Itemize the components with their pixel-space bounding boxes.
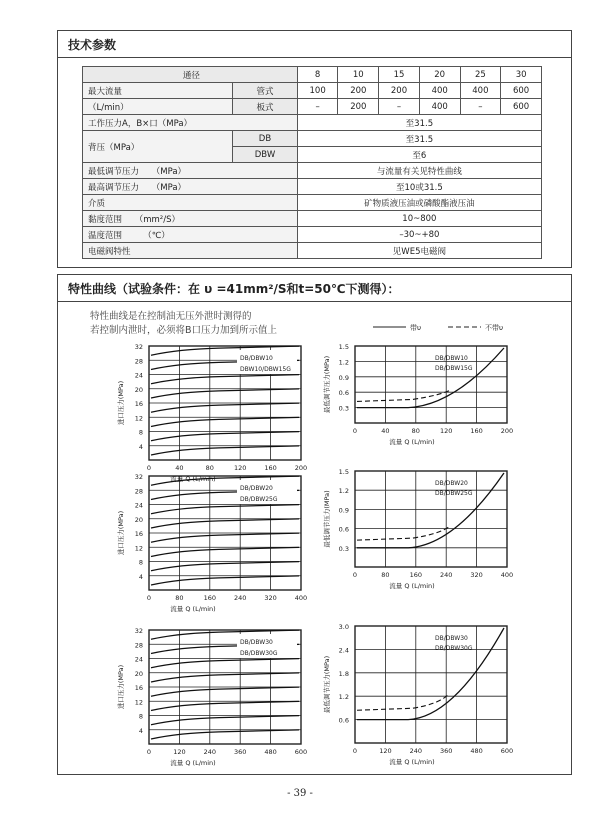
- pressure-curve: [151, 730, 299, 739]
- series-label-b: DB/DBW15G: [435, 365, 473, 372]
- max-pressure-value: 至10或31.5: [297, 179, 541, 195]
- y-tick-label: 24: [134, 371, 143, 380]
- db-label: DB: [233, 131, 298, 147]
- x-tick-label: 0: [352, 427, 358, 435]
- medium-label: 介质: [83, 195, 298, 211]
- pressure-curve: [151, 417, 299, 426]
- x-tick-label: 320: [264, 594, 277, 602]
- x-tick-label: 80: [411, 427, 420, 435]
- pressure-curve: [151, 446, 299, 455]
- y-tick-label: 4: [138, 442, 143, 451]
- x-tick-label: 160: [470, 427, 483, 435]
- series-label-a: DB/DBW20: [240, 485, 273, 492]
- x-tick-label: 80: [205, 464, 214, 472]
- y-tick-label: 0.6: [338, 389, 349, 398]
- curves-title: 特性曲线（试验条件：在 υ =41mm²/S和t=50℃下测得）：: [68, 281, 400, 296]
- table-cell: 200: [338, 99, 379, 115]
- y-tick-label: 20: [134, 515, 143, 524]
- note-line-2: 若控制内泄时，必须将B口压力加到所示值上: [90, 325, 278, 336]
- x-tick-label: 360: [439, 747, 453, 755]
- pressure-curve: [151, 716, 299, 725]
- plate-label: 板式: [233, 99, 298, 115]
- x-tick-label: 200: [294, 464, 308, 472]
- x-tick-label: 400: [294, 594, 308, 602]
- table-cell: 400: [460, 83, 501, 99]
- x-tick-label: 600: [294, 748, 308, 756]
- y-tick-label: 4: [138, 572, 143, 581]
- y-tick-label: 20: [134, 385, 143, 394]
- x-tick-label: 120: [439, 427, 453, 435]
- legend-with-label: 带υ: [410, 324, 422, 332]
- x-tick-label: 240: [203, 748, 217, 756]
- y-tick-label: 4: [138, 726, 143, 735]
- db-value: 至31.5: [297, 131, 541, 147]
- y-tick-label: 0.6: [338, 525, 349, 534]
- x-tick-label: 0: [146, 594, 152, 602]
- y-tick-label: 1.8: [338, 669, 349, 678]
- x-tick-label: 0: [146, 464, 152, 472]
- y-tick-label: 20: [134, 669, 143, 678]
- pressure-curve: [151, 659, 299, 668]
- x-tick-label: 240: [439, 571, 453, 579]
- y-axis-label: 进口压力(MPa): [117, 664, 125, 710]
- x-axis-label: 流量 Q (L/min): [170, 475, 216, 483]
- y-tick-label: 16: [134, 400, 143, 408]
- table-cell: 30: [501, 67, 542, 83]
- pressure-curve: [151, 505, 299, 514]
- y-tick-label: 12: [134, 414, 143, 423]
- y-tick-label: 3.0: [338, 623, 349, 631]
- viscosity-value: 10~800: [297, 211, 541, 227]
- medium-value: 矿物质液压油或磷酸酯液压油: [297, 195, 541, 211]
- y-tick-label: 16: [134, 684, 143, 692]
- x-axis-label: 流量 Q (L/min): [389, 438, 435, 446]
- x-tick-label: 0: [352, 747, 358, 755]
- y-axis-label: 最低调节压力(MPa): [323, 490, 331, 548]
- x-axis-label: 流量 Q (L/min): [170, 759, 216, 767]
- legend-without-label: 不带υ: [485, 324, 504, 332]
- series-label-a: DB/DBW10: [435, 355, 468, 362]
- y-axis-label: 进口压力(MPa): [117, 510, 125, 556]
- y-tick-label: 1.2: [338, 487, 349, 496]
- y-axis-label: 最低调节压力(MPa): [323, 355, 331, 414]
- x-tick-label: 80: [175, 594, 184, 602]
- max-pressure-label: 最高调节压力 （MPa）: [83, 179, 298, 195]
- pipe-label: 管式: [233, 83, 298, 99]
- viscosity-label: 黏度范围 （mm²/S）: [83, 211, 298, 227]
- min-pressure-label: 最低调节压力 （MPa）: [83, 163, 298, 179]
- table-cell: 8: [297, 67, 338, 83]
- solenoid-value: 见WE5电磁阀: [297, 243, 541, 259]
- series-label-a: DB/DBW30: [240, 639, 273, 646]
- y-tick-label: 1.5: [338, 343, 349, 351]
- plot-frame: [355, 626, 507, 743]
- max-flow-unit: （L/min）: [83, 99, 233, 115]
- x-tick-label: 200: [500, 427, 514, 435]
- pressure-curve: [151, 375, 299, 384]
- pressure-curve: [151, 562, 299, 571]
- x-tick-label: 120: [233, 464, 247, 472]
- temperature-label: 温度范围 （℃）: [83, 227, 298, 243]
- dbw-label: DBW: [233, 147, 298, 163]
- x-axis-label: 流量 Q (L/min): [389, 758, 435, 766]
- x-tick-label: 160: [409, 571, 423, 579]
- y-tick-label: 1.2: [338, 358, 349, 367]
- series-label-b: DB/DBW30G: [435, 645, 473, 652]
- table-cell: –: [460, 99, 501, 115]
- min-pressure-curve: [357, 473, 504, 548]
- pressure-curve: [151, 432, 299, 441]
- x-tick-label: 40: [381, 427, 390, 435]
- x-tick-label: 80: [381, 571, 390, 579]
- x-tick-label: 400: [500, 571, 514, 579]
- y-tick-label: 12: [134, 698, 143, 707]
- work-pressure-label: 工作压力A，B×口（MPa）: [83, 115, 298, 131]
- plot-frame: [355, 471, 507, 567]
- x-tick-label: 160: [264, 464, 277, 472]
- table-cell: 15: [379, 67, 420, 83]
- max-flow-label: 最大流量: [83, 83, 233, 99]
- y-tick-label: 32: [134, 627, 143, 635]
- y-tick-label: 1.2: [338, 693, 349, 702]
- y-tick-label: 0.9: [338, 373, 349, 382]
- table-cell: –: [297, 99, 338, 115]
- y-tick-label: 32: [134, 343, 143, 351]
- pressure-curve: [151, 519, 299, 528]
- table-cell: 10: [338, 67, 379, 83]
- table-cell: 600: [501, 99, 542, 115]
- temperature-value: –30~+80: [297, 227, 541, 243]
- x-tick-label: 240: [233, 594, 247, 602]
- table-cell: 400: [419, 83, 460, 99]
- x-tick-label: 480: [264, 748, 277, 756]
- table-cell: 200: [379, 83, 420, 99]
- tech-params-title: 技术参数: [68, 37, 117, 52]
- page-number: - 39 -: [287, 788, 313, 799]
- pressure-curve: [151, 701, 299, 710]
- x-tick-label: 120: [379, 747, 392, 755]
- y-tick-label: 0.6: [338, 716, 349, 725]
- x-tick-label: 40: [175, 464, 184, 472]
- table-cell: 20: [419, 67, 460, 83]
- y-tick-label: 24: [134, 655, 143, 664]
- y-tick-label: 16: [134, 530, 143, 538]
- pressure-curve: [151, 547, 299, 556]
- table-cell: 600: [501, 83, 542, 99]
- series-label-b: DB/DBW25G: [435, 490, 473, 497]
- x-tick-label: 480: [470, 747, 483, 755]
- table-cell: 25: [460, 67, 501, 83]
- x-tick-label: 0: [146, 748, 152, 756]
- min-pressure-value: 与流量有关见特性曲线: [297, 163, 541, 179]
- work-pressure-value: 至31.5: [297, 115, 541, 131]
- y-tick-label: 28: [134, 487, 143, 496]
- pressure-curve: [151, 687, 299, 696]
- y-tick-label: 1.5: [338, 468, 349, 476]
- pressure-curve: [151, 389, 299, 398]
- x-axis-label: 流量 Q (L/min): [170, 605, 216, 613]
- pressure-curve: [151, 403, 299, 412]
- table-cell: 200: [338, 83, 379, 99]
- y-tick-label: 28: [134, 641, 143, 650]
- x-tick-label: 120: [173, 748, 186, 756]
- x-tick-label: 160: [203, 594, 217, 602]
- table-cell: 100: [297, 83, 338, 99]
- min-pressure-curve: [357, 348, 504, 408]
- dbw-value: 至6: [297, 147, 541, 163]
- series-label-b: DBW10/DBW15G: [240, 366, 291, 373]
- y-tick-label: 0.9: [338, 506, 349, 515]
- y-tick-label: 2.4: [338, 646, 349, 655]
- y-tick-label: 8: [138, 558, 143, 567]
- x-tick-label: 240: [409, 747, 423, 755]
- y-axis-label: 最低调节压力(MPa): [323, 655, 331, 714]
- y-tick-label: 8: [138, 428, 143, 437]
- y-tick-label: 24: [134, 501, 143, 510]
- back-pressure-label: 背压（MPa）: [83, 131, 233, 163]
- bore-label: 通径: [83, 67, 298, 83]
- series-label-a: DB/DBW20: [435, 480, 468, 487]
- series-label-b: DB/DBW30G: [240, 650, 278, 657]
- x-tick-label: 0: [352, 571, 358, 579]
- y-tick-label: 12: [134, 544, 143, 553]
- table-cell: 400: [419, 99, 460, 115]
- y-tick-label: 32: [134, 473, 143, 481]
- y-tick-label: 0.3: [338, 544, 349, 553]
- y-tick-label: 0.3: [338, 404, 349, 413]
- note-line-1: 特性曲线是在控制油无压外泄时测得的: [90, 311, 252, 322]
- x-tick-label: 320: [470, 571, 483, 579]
- y-axis-label: 进口压力(MPa): [117, 380, 125, 426]
- x-tick-label: 360: [233, 748, 247, 756]
- table-cell: –: [379, 99, 420, 115]
- plot-frame: [355, 346, 507, 423]
- y-tick-label: 8: [138, 712, 143, 721]
- y-tick-label: 28: [134, 357, 143, 366]
- min-pressure-curve: [357, 628, 504, 720]
- x-axis-label: 流量 Q (L/min): [389, 582, 435, 590]
- series-label-a: DB/DBW10: [240, 355, 273, 362]
- series-label-b: DB/DBW25G: [240, 496, 278, 503]
- series-label-a: DB/DBW30: [435, 635, 468, 642]
- pressure-curve: [151, 576, 299, 585]
- solenoid-label: 电磁阀特性: [83, 243, 298, 259]
- pressure-curve: [151, 533, 299, 542]
- pressure-curve: [151, 673, 299, 682]
- x-tick-label: 600: [500, 747, 514, 755]
